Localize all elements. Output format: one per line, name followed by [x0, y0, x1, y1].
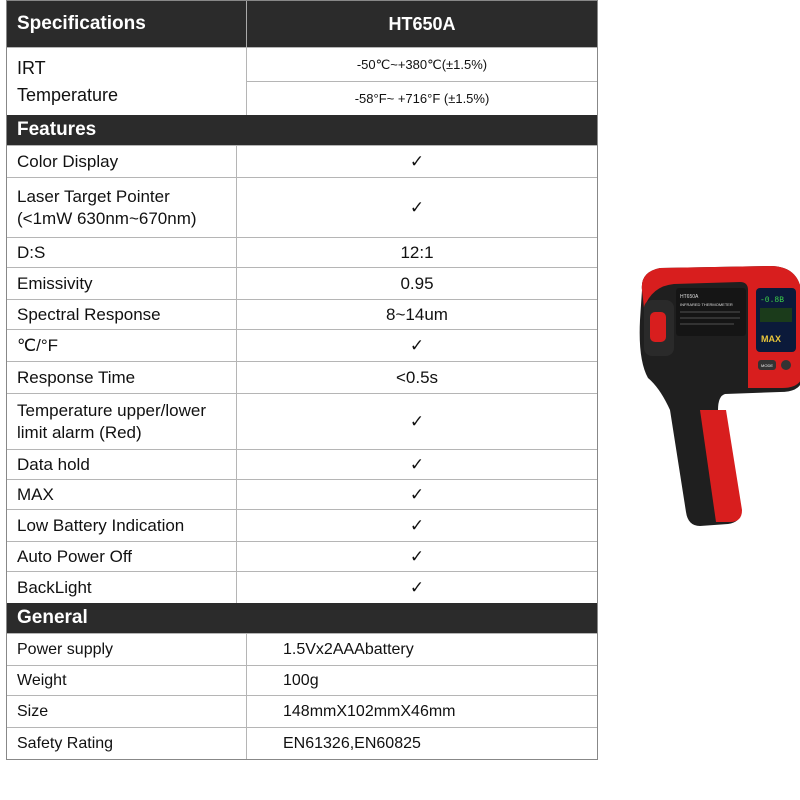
- feature-value: 0.95: [400, 273, 434, 293]
- irt-label: [7, 48, 247, 115]
- feature-label: MAX: [7, 480, 237, 509]
- features-section-title: Features: [7, 115, 597, 145]
- feature-value: ✓: [409, 335, 425, 355]
- general-label: Size: [7, 696, 247, 727]
- feature-value: ✓: [409, 411, 425, 431]
- feature-row: [7, 571, 597, 603]
- feature-value: ✓: [409, 515, 425, 535]
- feature-label: Data hold: [7, 450, 237, 479]
- general-label: Weight: [7, 666, 247, 695]
- features-rows: [7, 145, 597, 603]
- feature-label: Response Time: [7, 362, 237, 393]
- feature-value: <0.5s: [395, 367, 439, 387]
- general-value: 148mmX102mmX46mm: [283, 702, 456, 720]
- feature-value: 12:1: [400, 242, 434, 262]
- feature-value: ✓: [409, 546, 425, 566]
- irt-range-fahrenheit: -58°F~ +716°F (±1.5%): [247, 81, 597, 115]
- feature-label: Color Display: [7, 146, 237, 177]
- device-body-text: INFRARED THERMOMETER: [680, 302, 733, 307]
- feature-label: Temperature upper/lower limit alarm (Red): [7, 394, 237, 449]
- feature-row: [7, 237, 597, 267]
- feature-value: ✓: [409, 454, 425, 474]
- feature-label: Low Battery Indication: [7, 510, 237, 541]
- feature-value: ✓: [409, 484, 425, 504]
- device-screen-top-text: -0.8B: [760, 296, 785, 305]
- svg-text:MODE: MODE: [761, 363, 773, 368]
- feature-row: [7, 145, 597, 177]
- feature-label: Spectral Response: [7, 300, 237, 329]
- device-model-text: HT650A: [680, 294, 699, 300]
- feature-row: [7, 299, 597, 329]
- feature-label: Auto Power Off: [7, 542, 237, 571]
- spec-table: [6, 0, 598, 760]
- feature-value: 8~14um: [386, 304, 448, 324]
- irt-label-line1: IRT: [17, 58, 46, 79]
- feature-value: ✓: [409, 577, 425, 597]
- irt-range-celsius: -50℃~+380℃(±1.5%): [356, 56, 488, 72]
- feature-label: Laser Target Pointer (<1mW 630nm~670nm): [7, 178, 237, 237]
- feature-row: [7, 361, 597, 393]
- feature-label: BackLight: [7, 572, 237, 603]
- general-label: Safety Rating: [7, 728, 247, 759]
- general-row: [7, 727, 597, 759]
- feature-row: [7, 329, 597, 361]
- general-row: [7, 665, 597, 695]
- feature-row: [7, 479, 597, 509]
- irt-row: [7, 47, 597, 115]
- thermometer-product-image: [630, 260, 800, 530]
- feature-row: [7, 393, 597, 449]
- feature-row: [7, 541, 597, 571]
- general-value: 1.5Vx2AAAbattery: [283, 640, 414, 658]
- spec-header-row: [7, 1, 597, 47]
- general-value: 100g: [283, 671, 319, 689]
- irt-label-line2: Temperature: [17, 84, 119, 105]
- general-section-title: General: [7, 603, 597, 633]
- general-row: [7, 633, 597, 665]
- feature-label: ℃/°F: [7, 330, 237, 361]
- spec-header-model: HT650A: [388, 13, 456, 34]
- general-row: [7, 695, 597, 727]
- feature-value: ✓: [409, 197, 425, 217]
- feature-label: Emissivity: [7, 268, 237, 299]
- device-round-button: [781, 360, 791, 370]
- feature-row: [7, 267, 597, 299]
- general-rows: [7, 633, 597, 759]
- feature-row: [7, 177, 597, 237]
- feature-value: ✓: [409, 151, 425, 171]
- general-label: Power supply: [7, 634, 247, 665]
- feature-row: [7, 449, 597, 479]
- general-value: EN61326,EN60825: [283, 734, 421, 752]
- feature-label: D:S: [7, 238, 237, 267]
- spec-header-label: Specifications: [7, 1, 247, 47]
- feature-row: [7, 509, 597, 541]
- device-screen-max-text: MAX: [761, 334, 781, 344]
